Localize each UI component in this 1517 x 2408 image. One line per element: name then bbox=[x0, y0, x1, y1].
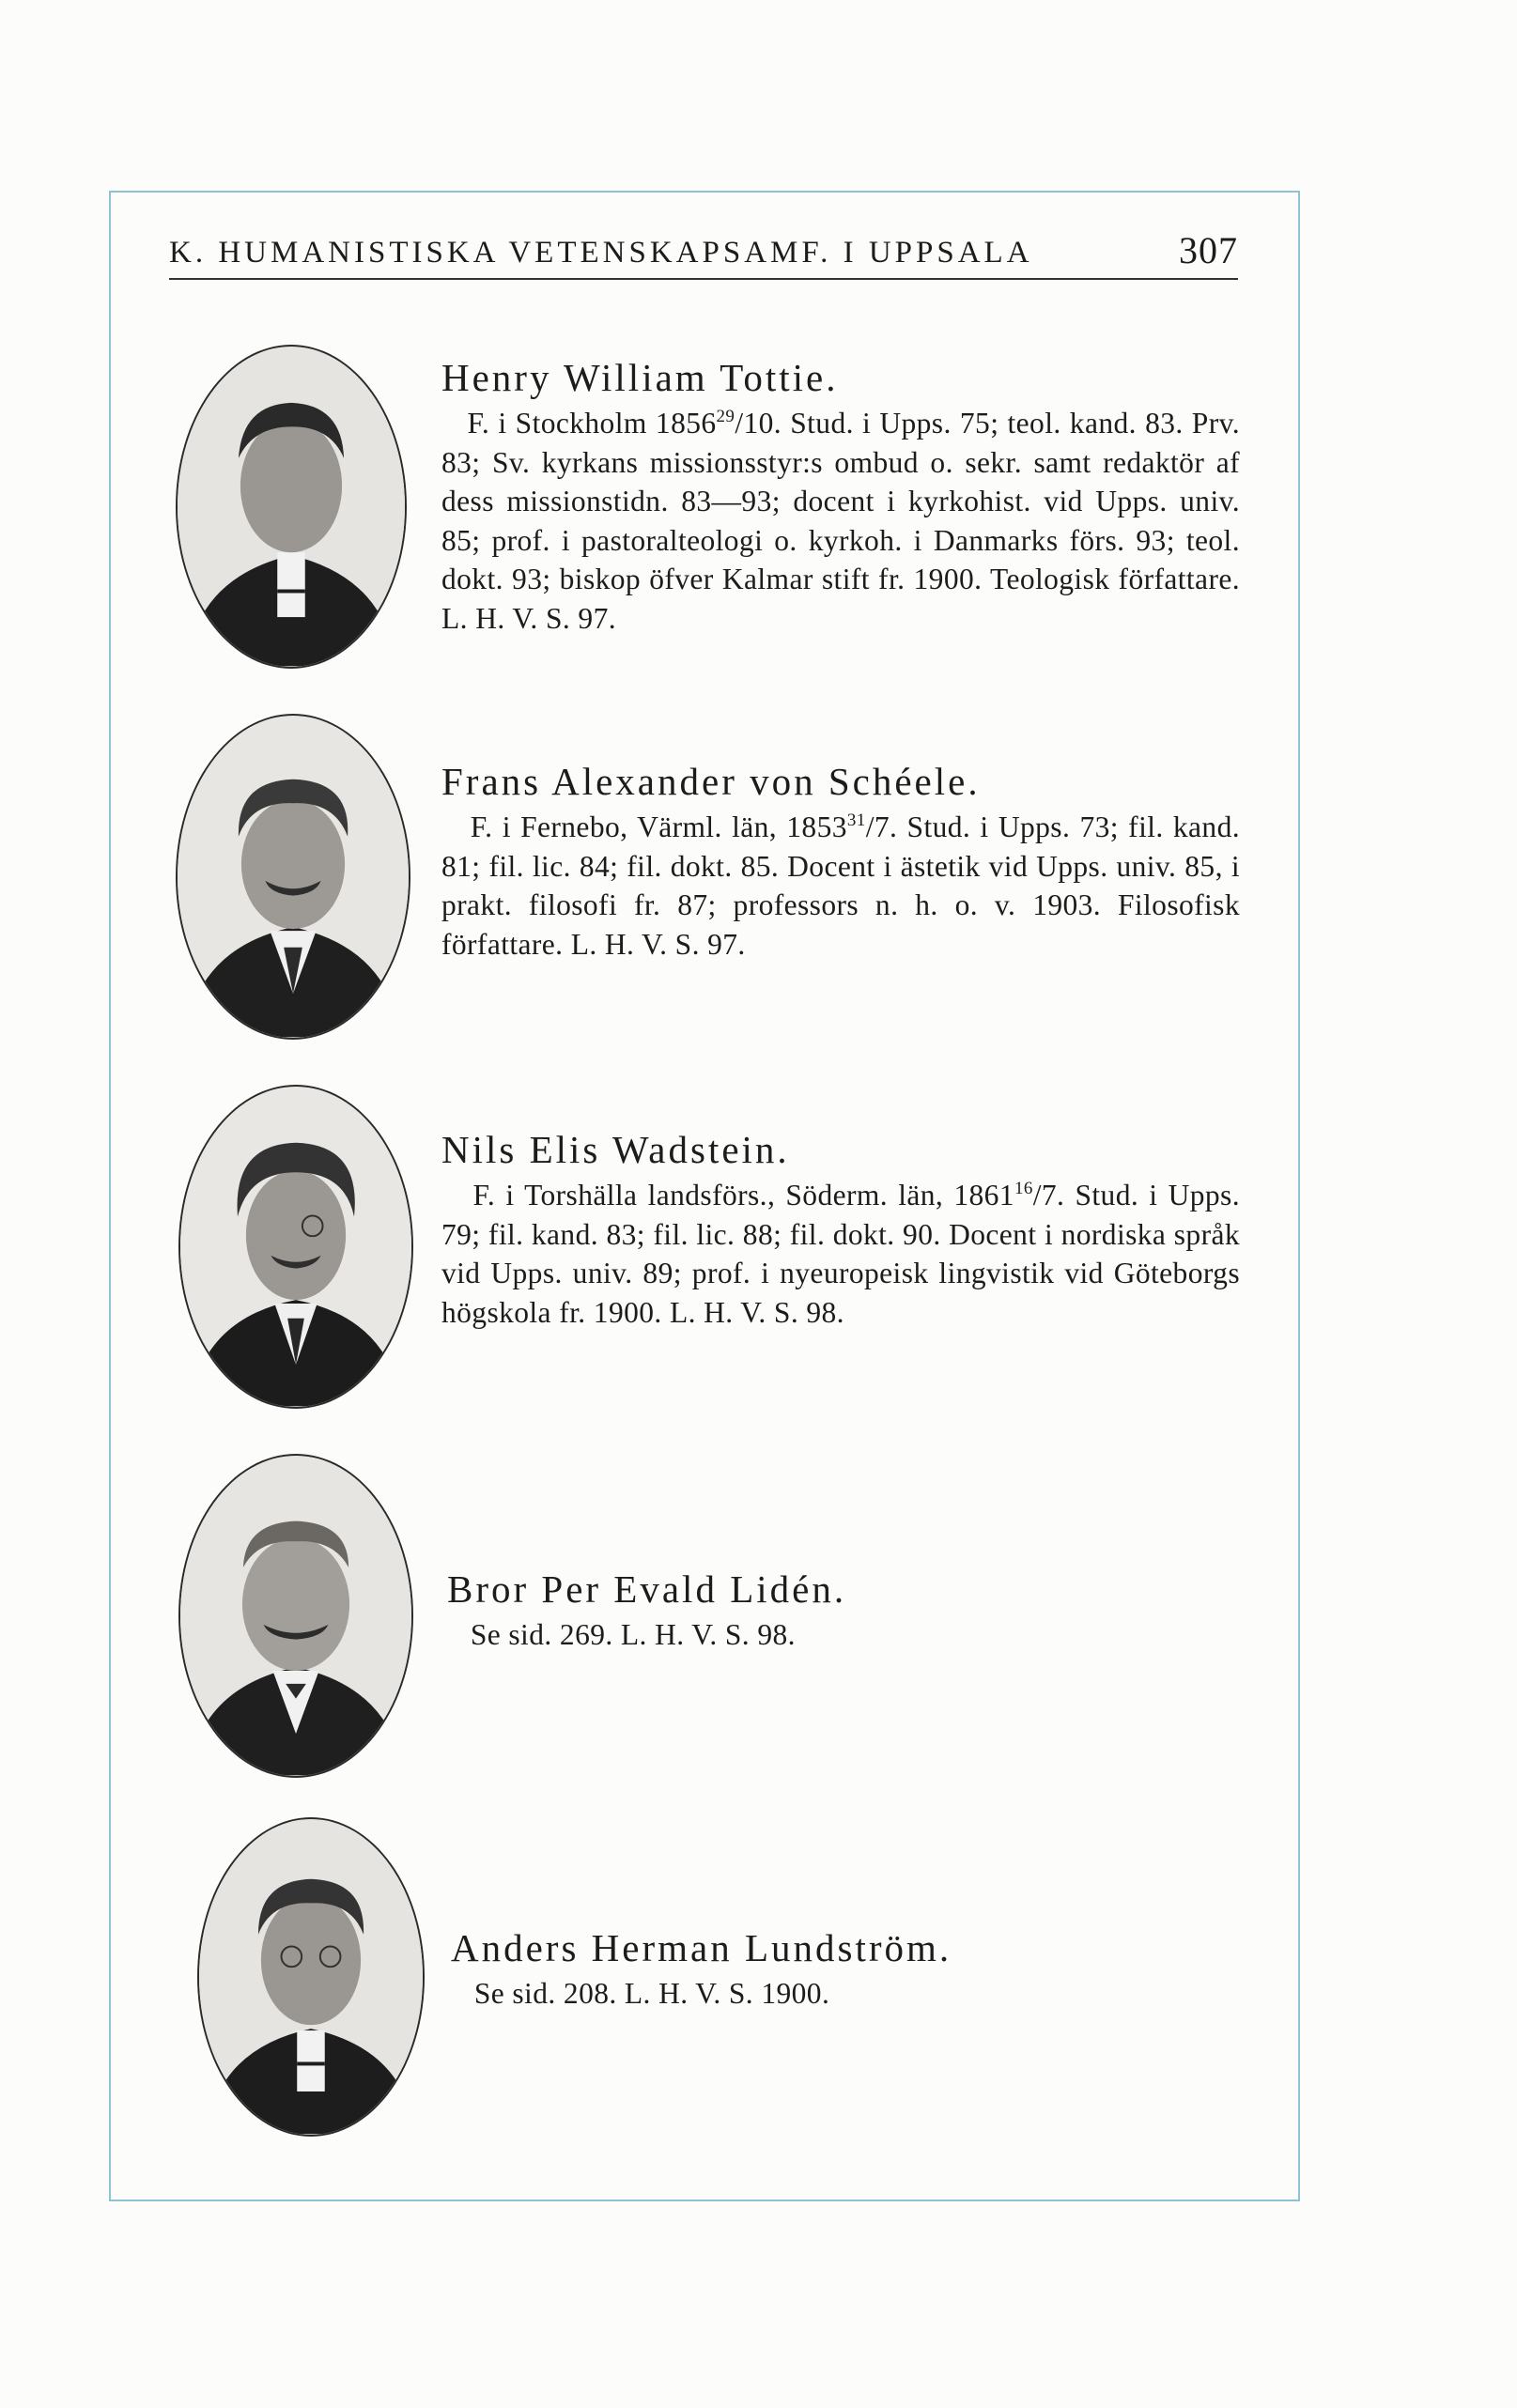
portrait-figure-icon bbox=[180, 1087, 411, 1407]
portrait-photo bbox=[178, 1085, 413, 1409]
entry-bio bbox=[441, 1176, 1240, 1332]
portrait-photo bbox=[176, 345, 407, 669]
entry-name: Nils Elis Wadstein. bbox=[441, 1128, 790, 1171]
running-head-title: K. HUMANISTISKA VETENSKAPSAMF. I UPPSALA bbox=[169, 236, 1033, 270]
bio-text: Se sid. 269. L. H. V. S. 98. bbox=[470, 1618, 796, 1651]
entry-bio bbox=[451, 1974, 1249, 2014]
entry-bio bbox=[441, 808, 1240, 964]
portrait-photo bbox=[176, 714, 410, 1040]
portrait-photo bbox=[197, 1817, 425, 2137]
portrait-photo bbox=[178, 1454, 413, 1778]
bio-text: Se sid. 208. L. H. V. S. 1900. bbox=[473, 1977, 830, 2010]
bio-superscript: 29 bbox=[716, 407, 735, 426]
entry-name: Anders Herman Lundström. bbox=[451, 1926, 952, 1969]
bio-text: /10. Stud. i Upps. 75; teol. kand. 83. Prv. 83; Sv. kyrkans missionsstyr:s ombud o. sekr. samt redaktör af dess missionstidn. 83—93; docent i kyrkohist. vid Upps. univ. 85; prof. i pastoralteologi o. kyrkoh. i Danmarks förs. 93; teol. dokt. 93; biskop öfver Kalmar stift fr. 1900. Teologisk författare. L. H. V. S. 97. bbox=[441, 407, 1240, 635]
bio-text: F. i Stockholm 1856 bbox=[467, 407, 717, 440]
portrait-figure-icon bbox=[199, 1819, 423, 2135]
running-head bbox=[169, 224, 1238, 280]
entry-name: Bror Per Evald Lidén. bbox=[447, 1567, 847, 1611]
entry-name: Frans Alexander von Schéele. bbox=[441, 760, 981, 803]
bio-text: /7. Stud. i Upps. 73; fil. kand. 81; fil. lic. 84; fil. dokt. 85. Docent i ästetik vid Upps. univ. 85, i prakt. filosofi fr. 87; professors n. h. o. v. 1903. Filosofisk författare. L. H. V. S. 97. bbox=[441, 810, 1241, 961]
bio-text: /7. Stud. i Upps. 79; fil. kand. 83; fil. lic. 88; fil. dokt. 90. Docent i nordiska språk vid Upps. univ. 89; prof. i nyeuropeisk lingvistik vid Göteborgs högskola fr. 1900. L. H. V. S. 98. bbox=[441, 1179, 1240, 1329]
entry-name: Henry William Tottie. bbox=[441, 356, 839, 399]
bio-superscript: 31 bbox=[846, 810, 866, 830]
entry-bio bbox=[441, 404, 1240, 638]
bio-text: F. i Torshälla landsförs., Söderm. län, 1861 bbox=[472, 1179, 1014, 1212]
bio-text: F. i Fernebo, Värml. län, 1853 bbox=[470, 810, 847, 843]
portrait-figure-icon bbox=[180, 1456, 411, 1776]
bio-superscript: 16 bbox=[1014, 1179, 1033, 1198]
portrait-figure-icon bbox=[178, 716, 409, 1038]
page-number: 307 bbox=[1179, 229, 1238, 271]
entry-bio bbox=[447, 1615, 1246, 1655]
portrait-figure-icon bbox=[178, 347, 405, 667]
